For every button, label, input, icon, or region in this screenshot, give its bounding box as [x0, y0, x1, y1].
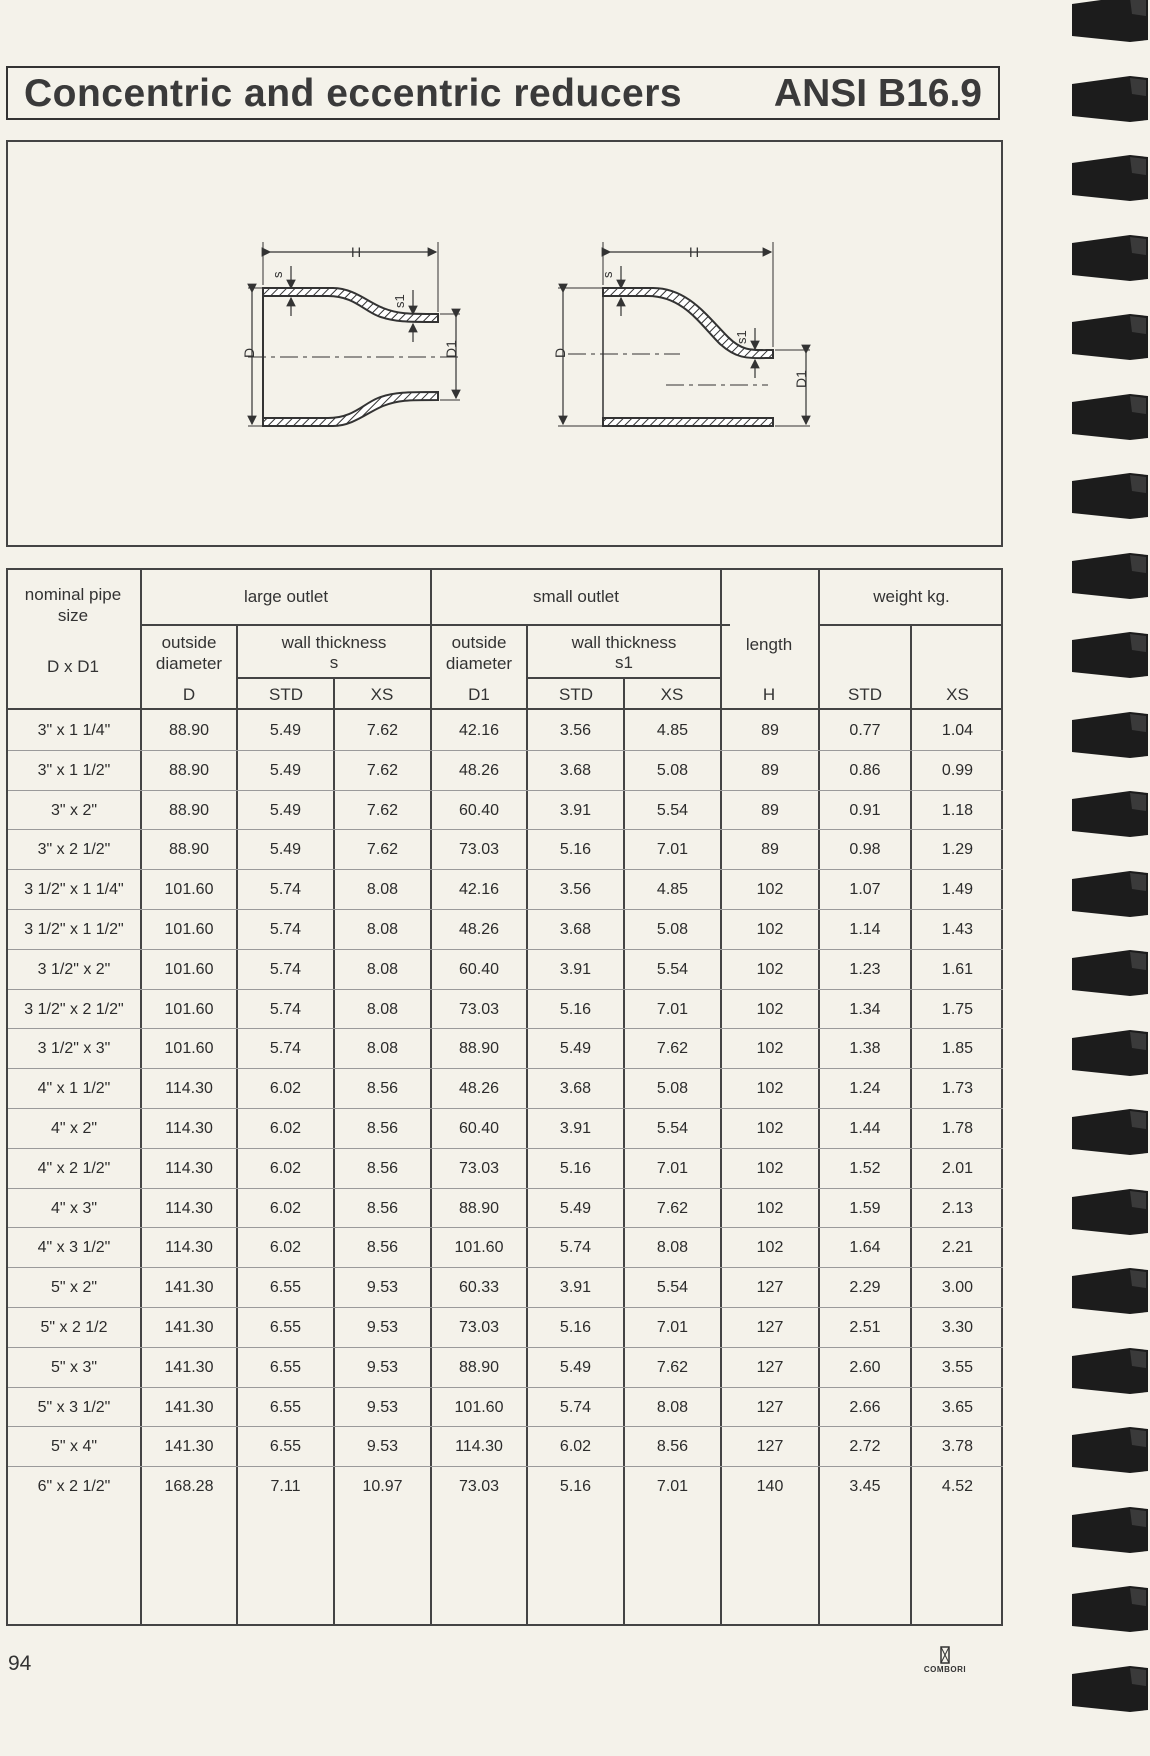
eccentric-h-label: H — [688, 244, 700, 260]
cell-wall-std-s: 7.11 — [270, 1478, 301, 1496]
cell-outside-diameter-d1: 42.16 — [458, 722, 500, 739]
weight-xs-header: XS — [946, 685, 969, 704]
cell-wall-std-s: 6.55 — [269, 1358, 302, 1376]
cell-wall-std-s: 5.74 — [269, 960, 302, 978]
cell-weight-std: 0.98 — [849, 841, 881, 859]
cell-outside-diameter-d: 101.60 — [164, 921, 214, 938]
binding-ring — [1070, 1584, 1150, 1634]
dxd1-header: D x D1 — [47, 657, 99, 676]
cell-nominal-size: 3" x 1 1/4" — [37, 722, 111, 739]
cell-wall-std-s1: 6.02 — [559, 1438, 592, 1456]
cell-weight-std: 0.77 — [849, 722, 881, 739]
cell-nominal-size: 5" x 2 1/2 — [40, 1319, 108, 1336]
concentric-d-label: D — [241, 347, 257, 358]
binding-ring — [1070, 1425, 1150, 1475]
cell-wall-xs-s1: 7.01 — [656, 1478, 689, 1496]
cell-wall-xs-s1: 7.62 — [656, 1199, 689, 1217]
concentric-d1-label: D1 — [443, 340, 459, 358]
cell-nominal-size: 5" x 2" — [50, 1279, 98, 1297]
reducer-diagram-panel — [6, 140, 1003, 547]
cell-wall-xs-s1: 5.08 — [656, 1080, 689, 1098]
cell-weight-xs: 3.00 — [941, 1279, 974, 1297]
cell-wall-std-s: 6.02 — [269, 1159, 302, 1177]
cell-length-h: 102 — [756, 960, 784, 978]
cell-wall-xs-s1: 5.08 — [656, 761, 689, 779]
cell-weight-std: 2.29 — [849, 1279, 881, 1297]
length-header: length — [745, 635, 793, 654]
cell-outside-diameter-d1: 60.33 — [458, 1279, 500, 1297]
cell-nominal-size: 5" x 3" — [50, 1358, 98, 1376]
concentric-h-label: H — [350, 244, 362, 260]
cell-length-h: 102 — [756, 1199, 784, 1217]
cell-wall-std-s: 5.74 — [269, 921, 302, 938]
cell-length-h: 102 — [756, 881, 784, 899]
cell-weight-std: 2.60 — [849, 1358, 881, 1376]
binding-ring — [1070, 392, 1150, 442]
cell-length-h: 127 — [756, 1358, 784, 1376]
binding-ring — [1070, 551, 1150, 601]
cell-wall-xs-s1: 8.56 — [656, 1438, 689, 1456]
cell-weight-std: 2.72 — [849, 1438, 881, 1456]
cell-wall-std-s1: 5.16 — [559, 1159, 592, 1177]
cell-nominal-size: 3 1/2" x 2" — [37, 960, 111, 978]
eccentric-d-label: D — [552, 347, 568, 358]
cell-length-h: 89 — [761, 761, 779, 779]
cell-weight-xs: 3.78 — [941, 1438, 974, 1456]
cell-outside-diameter-d1: 73.03 — [458, 1319, 500, 1336]
logo-text: COMBORI — [923, 1665, 967, 1674]
company-logo — [915, 1645, 975, 1675]
standard-label: ANSI B16.9 — [773, 72, 982, 115]
cell-wall-std-s: 6.02 — [269, 1080, 302, 1098]
cell-weight-xs: 1.43 — [941, 921, 974, 938]
d-header: D — [182, 685, 196, 704]
cell-wall-std-s: 6.55 — [269, 1319, 302, 1336]
cell-outside-diameter-d1: 48.26 — [458, 761, 500, 779]
binding-ring — [1070, 1664, 1150, 1714]
cell-wall-xs-s1: 5.54 — [656, 801, 689, 819]
cell-length-h: 102 — [756, 1000, 784, 1018]
cell-nominal-size: 4" x 1 1/2" — [37, 1080, 111, 1098]
cell-weight-std: 0.86 — [849, 761, 881, 779]
binding-ring — [1070, 74, 1150, 124]
cell-weight-xs: 2.01 — [941, 1159, 974, 1177]
cell-weight-xs: 2.21 — [941, 1239, 974, 1257]
cell-weight-std: 1.24 — [849, 1080, 881, 1098]
page-number: 94 — [8, 1652, 32, 1675]
cell-outside-diameter-d1: 42.16 — [458, 881, 500, 899]
small-xs-header: XS — [660, 685, 684, 704]
binding-ring — [1070, 710, 1150, 760]
reducer-drawings — [8, 142, 1005, 549]
cell-wall-xs-s: 7.62 — [366, 761, 399, 779]
cell-outside-diameter-d1: 73.03 — [458, 841, 500, 859]
cell-wall-xs-s: 7.62 — [366, 722, 399, 739]
cell-length-h: 127 — [756, 1398, 784, 1416]
cell-nominal-size: 4" x 3 1/2" — [37, 1239, 111, 1257]
cell-wall-std-s: 6.55 — [269, 1398, 302, 1416]
cell-nominal-size: 4" x 3" — [50, 1199, 98, 1217]
concentric-s-label: s — [270, 271, 285, 278]
cell-wall-std-s1: 5.74 — [559, 1239, 592, 1257]
page-title: Concentric and eccentric reducers — [24, 72, 683, 115]
cell-weight-std: 1.07 — [849, 881, 881, 899]
weight-std-header: STD — [848, 685, 882, 704]
cell-length-h: 102 — [756, 1159, 784, 1177]
cell-wall-xs-s1: 5.54 — [656, 960, 689, 978]
cell-weight-xs: 1.29 — [941, 841, 974, 859]
cell-wall-xs-s1: 8.08 — [656, 1239, 689, 1257]
cell-nominal-size: 4" x 2 1/2" — [37, 1159, 111, 1177]
cell-outside-diameter-d1: 60.40 — [458, 960, 500, 978]
cell-outside-diameter-d: 168.28 — [164, 1478, 214, 1496]
cell-wall-xs-s1: 4.85 — [656, 881, 689, 899]
cell-wall-std-s1: 3.68 — [559, 921, 592, 938]
cell-wall-std-s1: 5.16 — [559, 1478, 592, 1496]
cell-outside-diameter-d: 101.60 — [164, 960, 214, 978]
cell-weight-xs: 1.85 — [941, 1040, 974, 1058]
cell-wall-std-s: 6.55 — [269, 1279, 302, 1297]
cell-outside-diameter-d: 114.30 — [165, 1199, 213, 1217]
cell-wall-xs-s: 8.56 — [366, 1120, 399, 1137]
cell-wall-std-s1: 3.56 — [559, 881, 592, 899]
cell-weight-xs: 2.13 — [941, 1199, 974, 1217]
cell-length-h: 89 — [761, 801, 779, 819]
cell-wall-xs-s1: 5.54 — [656, 1279, 689, 1297]
cell-weight-xs: 0.99 — [941, 761, 974, 779]
cell-outside-diameter-d: 88.90 — [168, 801, 210, 819]
cell-nominal-size: 3" x 2" — [50, 801, 98, 819]
cell-weight-std: 1.44 — [849, 1120, 881, 1137]
binding-ring — [1070, 869, 1150, 919]
cell-length-h: 102 — [756, 1040, 784, 1058]
cell-wall-std-s1: 3.91 — [559, 801, 592, 819]
reducer-dimensions-table — [6, 568, 1003, 1626]
cell-wall-xs-s: 8.56 — [366, 1239, 399, 1257]
cell-outside-diameter-d: 88.90 — [168, 841, 210, 859]
cell-wall-std-s: 5.49 — [269, 841, 302, 859]
cell-wall-xs-s: 9.53 — [366, 1279, 399, 1297]
cell-wall-xs-s: 10.97 — [362, 1478, 403, 1496]
cell-wall-xs-s1: 7.01 — [656, 1159, 689, 1177]
cell-wall-std-s: 6.02 — [269, 1199, 302, 1217]
binding-ring — [1070, 233, 1150, 283]
cell-nominal-size: 4" x 2" — [50, 1120, 98, 1137]
cell-weight-xs: 1.73 — [941, 1080, 974, 1098]
cell-outside-diameter-d: 141.30 — [164, 1438, 214, 1456]
cell-weight-std: 1.14 — [849, 921, 881, 938]
cell-wall-std-s1: 3.91 — [559, 1279, 592, 1297]
cell-wall-xs-s: 8.08 — [366, 960, 399, 978]
cell-nominal-size: 3 1/2" x 1 1/2" — [24, 921, 124, 938]
cell-wall-xs-s: 9.53 — [366, 1438, 399, 1456]
concentric-s1-label: s1 — [392, 294, 407, 308]
large-outside-diameter-header: outside diameter — [155, 633, 223, 673]
cell-wall-std-s: 5.74 — [269, 881, 302, 899]
cell-outside-diameter-d: 141.30 — [164, 1398, 214, 1416]
eccentric-s1-label: s1 — [734, 330, 749, 344]
cell-weight-xs: 3.65 — [941, 1398, 974, 1416]
cell-outside-diameter-d1: 101.60 — [454, 1398, 504, 1416]
cell-weight-std: 1.52 — [849, 1159, 881, 1177]
cell-wall-std-s: 6.02 — [269, 1239, 302, 1257]
cell-outside-diameter-d1: 60.40 — [458, 1120, 500, 1137]
binding-ring — [1070, 471, 1150, 521]
cell-wall-xs-s: 8.08 — [366, 881, 399, 899]
cell-wall-std-s1: 5.16 — [559, 1000, 592, 1018]
cell-length-h: 102 — [756, 1120, 784, 1137]
binding-ring — [1070, 789, 1150, 839]
cell-outside-diameter-d1: 73.03 — [458, 1000, 500, 1018]
cell-outside-diameter-d: 114.30 — [165, 1080, 213, 1098]
cell-wall-xs-s: 9.53 — [366, 1358, 399, 1376]
d1-header: D1 — [468, 685, 490, 704]
large-s-header: s — [329, 653, 339, 672]
cell-wall-xs-s: 8.56 — [366, 1199, 399, 1217]
cell-weight-xs: 3.55 — [941, 1358, 974, 1376]
cell-outside-diameter-d: 101.60 — [164, 1000, 214, 1018]
cell-weight-xs: 1.78 — [941, 1120, 974, 1137]
cell-wall-xs-s: 8.08 — [366, 921, 399, 938]
cell-weight-xs: 1.49 — [941, 881, 974, 899]
cell-wall-xs-s: 9.53 — [366, 1319, 399, 1336]
large-wall-thickness-header: wall thickness — [281, 633, 387, 652]
cell-nominal-size: 3" x 1 1/2" — [37, 761, 111, 779]
cell-wall-std-s: 5.49 — [269, 801, 302, 819]
nominal-pipe-size-header: nominal pipe size — [24, 585, 122, 625]
small-s1-header: s1 — [615, 653, 633, 672]
cell-weight-std: 0.91 — [849, 801, 881, 819]
cell-nominal-size: 3 1/2" x 2 1/2" — [24, 1000, 124, 1018]
cell-nominal-size: 5" x 4" — [50, 1438, 98, 1456]
cell-wall-std-s: 5.74 — [269, 1000, 302, 1018]
cell-nominal-size: 3 1/2" x 3" — [37, 1040, 111, 1058]
cell-wall-xs-s: 9.53 — [366, 1398, 399, 1416]
cell-wall-xs-s1: 7.01 — [656, 841, 689, 859]
binding-ring — [1070, 948, 1150, 998]
cell-weight-xs: 1.61 — [941, 960, 974, 978]
cell-outside-diameter-d: 114.30 — [165, 1120, 213, 1137]
cell-wall-std-s: 5.49 — [269, 722, 302, 739]
small-wall-thickness-header: wall thickness — [571, 633, 677, 652]
eccentric-d1-label: D1 — [793, 370, 809, 388]
cell-length-h: 140 — [756, 1478, 784, 1496]
cell-wall-xs-s: 7.62 — [366, 841, 399, 859]
cell-nominal-size: 6" x 2 1/2" — [37, 1478, 111, 1496]
small-outlet-header: small outlet — [533, 587, 619, 606]
eccentric-s-label: s — [600, 271, 615, 278]
cell-weight-std: 1.23 — [849, 960, 881, 978]
cell-outside-diameter-d1: 88.90 — [458, 1040, 500, 1058]
cell-weight-std: 2.66 — [849, 1398, 881, 1416]
cell-wall-std-s: 6.55 — [269, 1438, 302, 1456]
binding-ring — [1070, 1266, 1150, 1316]
eccentric-reducer-drawing — [552, 242, 810, 426]
cell-wall-std-s: 6.02 — [269, 1120, 302, 1137]
binding-ring — [1070, 1107, 1150, 1157]
cell-wall-xs-s: 7.62 — [366, 801, 399, 819]
cell-wall-std-s: 5.74 — [269, 1040, 302, 1058]
cell-wall-xs-s: 8.08 — [366, 1040, 399, 1058]
cell-wall-std-s1: 5.16 — [559, 1319, 592, 1336]
cell-nominal-size: 3" x 2 1/2" — [37, 841, 111, 859]
cell-length-h: 102 — [756, 1080, 784, 1098]
cell-weight-xs: 3.30 — [941, 1319, 974, 1336]
cell-wall-xs-s: 8.56 — [366, 1080, 399, 1098]
small-outside-diameter-header: outside diameter — [445, 633, 513, 673]
large-outlet-header: large outlet — [243, 587, 329, 606]
cell-wall-std-s1: 3.91 — [559, 960, 592, 978]
cell-outside-diameter-d: 114.30 — [165, 1159, 213, 1177]
cell-outside-diameter-d1: 88.90 — [458, 1199, 500, 1217]
binding-ring — [1070, 312, 1150, 362]
cell-weight-std: 1.59 — [849, 1199, 881, 1217]
cell-wall-xs-s1: 5.08 — [656, 921, 689, 938]
cell-outside-diameter-d: 114.30 — [165, 1239, 213, 1257]
binding-ring — [1070, 1505, 1150, 1555]
cell-outside-diameter-d1: 101.60 — [454, 1239, 504, 1257]
cell-outside-diameter-d1: 60.40 — [458, 801, 500, 819]
binding-ring — [1070, 153, 1150, 203]
cell-outside-diameter-d: 88.90 — [168, 761, 210, 779]
cell-wall-xs-s1: 7.62 — [656, 1358, 689, 1376]
concentric-reducer-drawing — [241, 242, 460, 426]
cell-outside-diameter-d1: 48.26 — [458, 921, 500, 938]
binding-ring — [1070, 1187, 1150, 1237]
cell-length-h: 127 — [756, 1279, 784, 1297]
cell-wall-std-s: 5.49 — [269, 761, 302, 779]
cell-wall-std-s1: 5.49 — [559, 1040, 592, 1058]
title-bar — [6, 66, 1000, 120]
cell-nominal-size: 3 1/2" x 1 1/4" — [24, 881, 124, 899]
cell-weight-std: 1.64 — [849, 1239, 881, 1257]
h-header: H — [762, 685, 776, 704]
cell-wall-std-s1: 3.68 — [559, 761, 592, 779]
spiral-binding — [1070, 0, 1150, 1756]
large-xs-header: XS — [370, 685, 394, 704]
cell-outside-diameter-d: 141.30 — [164, 1358, 214, 1376]
cell-weight-xs: 1.04 — [941, 722, 974, 739]
cell-length-h: 127 — [756, 1319, 784, 1336]
cell-wall-xs-s: 8.08 — [366, 1000, 399, 1018]
cell-outside-diameter-d: 141.30 — [164, 1279, 214, 1297]
cell-nominal-size: 5" x 3 1/2" — [37, 1398, 111, 1416]
cell-length-h: 89 — [761, 841, 779, 859]
cell-weight-xs: 4.52 — [941, 1478, 974, 1496]
binding-ring — [1070, 0, 1150, 44]
cell-wall-xs-s1: 8.08 — [656, 1398, 689, 1416]
binding-ring — [1070, 1346, 1150, 1396]
cell-weight-std: 1.34 — [849, 1000, 881, 1018]
cell-wall-std-s1: 3.68 — [559, 1080, 592, 1098]
cell-weight-xs: 1.18 — [941, 801, 974, 819]
cell-weight-std: 2.51 — [849, 1319, 881, 1336]
cell-wall-xs-s1: 4.85 — [656, 722, 689, 739]
cell-outside-diameter-d1: 73.03 — [458, 1478, 500, 1496]
large-std-header: STD — [269, 685, 303, 704]
cell-wall-xs-s1: 7.01 — [656, 1000, 689, 1018]
cell-weight-xs: 1.75 — [941, 1000, 974, 1018]
cell-wall-xs-s1: 7.62 — [656, 1040, 689, 1058]
cell-wall-xs-s1: 5.54 — [656, 1120, 689, 1137]
cell-outside-diameter-d1: 88.90 — [458, 1358, 500, 1376]
cell-wall-std-s1: 3.91 — [559, 1120, 592, 1137]
cell-wall-std-s1: 5.74 — [559, 1398, 592, 1416]
binding-ring — [1070, 1028, 1150, 1078]
binding-ring — [1070, 630, 1150, 680]
cell-length-h: 127 — [756, 1438, 784, 1456]
cell-length-h: 102 — [756, 1239, 784, 1257]
cell-wall-std-s1: 3.56 — [559, 722, 592, 739]
cell-wall-xs-s1: 7.01 — [656, 1319, 689, 1336]
cell-outside-diameter-d: 101.60 — [164, 881, 214, 899]
cell-weight-std: 1.38 — [849, 1040, 881, 1058]
cell-outside-diameter-d1: 48.26 — [458, 1080, 500, 1098]
cell-outside-diameter-d: 141.30 — [164, 1319, 214, 1336]
cell-wall-std-s1: 5.16 — [559, 841, 592, 859]
cell-wall-xs-s: 8.56 — [366, 1159, 399, 1177]
cell-outside-diameter-d: 88.90 — [168, 722, 210, 739]
cell-outside-diameter-d1: 73.03 — [458, 1159, 500, 1177]
cell-wall-std-s1: 5.49 — [559, 1358, 592, 1376]
weight-header: weight kg. — [873, 587, 950, 606]
cell-outside-diameter-d: 101.60 — [164, 1040, 214, 1058]
small-std-header: STD — [559, 685, 593, 704]
cell-wall-std-s1: 5.49 — [559, 1199, 592, 1217]
cell-length-h: 102 — [756, 921, 784, 938]
cell-outside-diameter-d1: 114.30 — [455, 1438, 503, 1456]
cell-length-h: 89 — [761, 722, 779, 739]
cell-weight-std: 3.45 — [849, 1478, 881, 1496]
